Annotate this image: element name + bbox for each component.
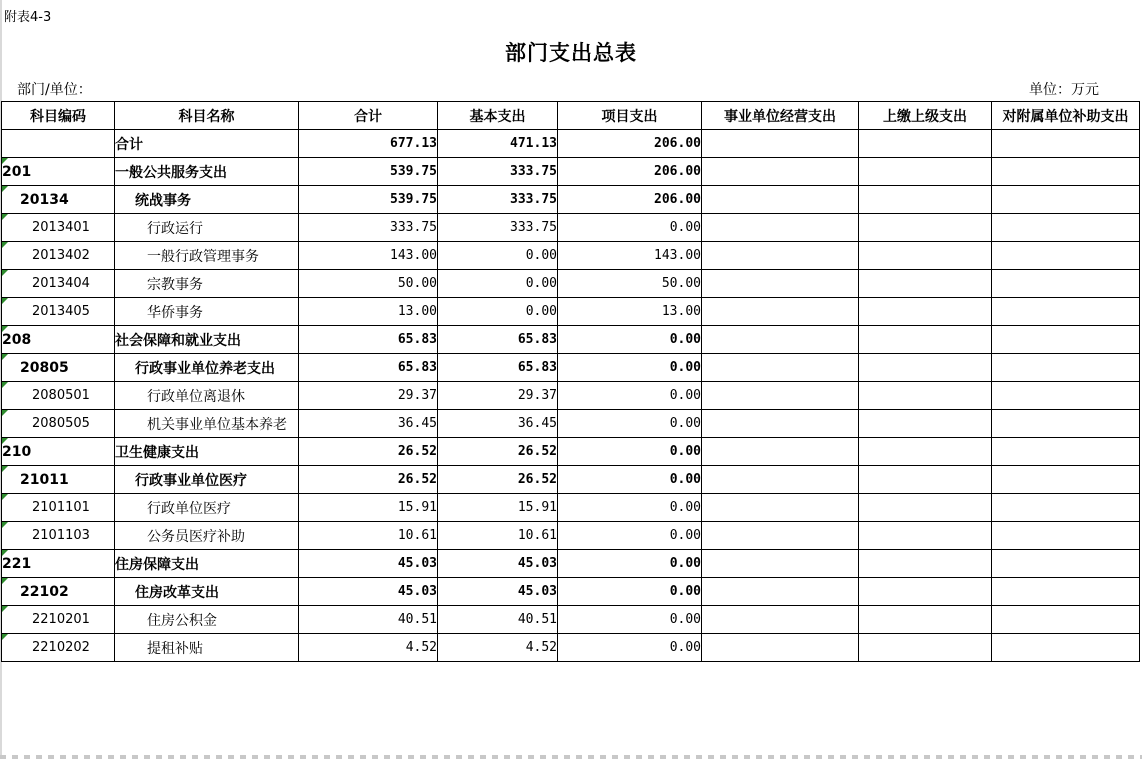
cell-total[interactable]: 65.83 (299, 326, 438, 354)
table-row (2, 634, 1140, 662)
cell-subsidy[interactable] (992, 242, 1140, 270)
header-upper[interactable]: 上缴上级支出 (859, 102, 992, 130)
table-row (2, 214, 1140, 242)
cell-business[interactable] (702, 214, 859, 242)
cell-name[interactable]: 住房公积金 (115, 606, 299, 634)
cell-total[interactable]: 539.75 (299, 186, 438, 214)
cell-project[interactable]: 0.00 (558, 606, 702, 634)
cell-upper[interactable] (859, 466, 992, 494)
cell-code[interactable] (2, 606, 115, 634)
cell-comment-marker-icon (2, 186, 8, 192)
cell-upper[interactable] (859, 186, 992, 214)
cell-basic[interactable]: 333.75 (438, 158, 558, 186)
cell-total[interactable]: 539.75 (299, 158, 438, 186)
cell-code-text: 2210202 (32, 640, 90, 655)
cell-project[interactable]: 0.00 (558, 466, 702, 494)
table-row (2, 606, 1140, 634)
cell-comment-marker-icon (2, 158, 8, 164)
cell-code-text: 2101103 (32, 528, 90, 543)
cell-basic[interactable]: 0.00 (438, 298, 558, 326)
cell-basic[interactable]: 0.00 (438, 242, 558, 270)
cell-upper[interactable] (859, 298, 992, 326)
cell-code-text: 21011 (20, 471, 69, 488)
cell-comment-marker-icon (2, 382, 8, 388)
cell-comment-marker-icon (2, 550, 8, 556)
cell-business[interactable] (702, 186, 859, 214)
cell-code[interactable] (2, 382, 115, 410)
cell-code-text: 2101101 (32, 500, 90, 515)
header-name[interactable]: 科目名称 (115, 102, 299, 130)
table-row (2, 158, 1140, 186)
cell-name[interactable]: 行政单位医疗 (115, 494, 299, 522)
cell-upper[interactable] (859, 578, 992, 606)
cell-business[interactable] (702, 158, 859, 186)
cell-name[interactable]: 社会保障和就业支出 (115, 326, 299, 354)
cell-total[interactable]: 143.00 (299, 242, 438, 270)
cell-name[interactable]: 机关事业单位基本养老 (115, 410, 299, 438)
cell-name[interactable]: 一般公共服务支出 (115, 158, 299, 186)
table-row (2, 550, 1140, 578)
cell-comment-marker-icon (2, 438, 8, 444)
cell-basic[interactable]: 26.52 (438, 466, 558, 494)
cell-basic[interactable]: 471.13 (438, 130, 558, 158)
cell-subsidy[interactable] (992, 270, 1140, 298)
cell-subsidy[interactable] (992, 466, 1140, 494)
cell-upper[interactable] (859, 606, 992, 634)
cell-project[interactable]: 0.00 (558, 494, 702, 522)
cell-basic[interactable]: 45.03 (438, 578, 558, 606)
cell-name[interactable]: 卫生健康支出 (115, 438, 299, 466)
cell-project[interactable]: 206.00 (558, 130, 702, 158)
cell-basic[interactable]: 40.51 (438, 606, 558, 634)
cell-upper[interactable] (859, 270, 992, 298)
cell-upper[interactable] (859, 550, 992, 578)
cell-basic[interactable]: 26.52 (438, 438, 558, 466)
cell-upper[interactable] (859, 214, 992, 242)
cell-subsidy[interactable] (992, 550, 1140, 578)
cell-upper[interactable] (859, 130, 992, 158)
header-subsidy[interactable]: 对附属单位补助支出 (992, 102, 1140, 130)
cell-name[interactable]: 行政运行 (115, 214, 299, 242)
cell-project[interactable]: 206.00 (558, 158, 702, 186)
cell-comment-marker-icon (2, 298, 8, 304)
cell-total[interactable]: 26.52 (299, 438, 438, 466)
cell-comment-marker-icon (2, 214, 8, 220)
cell-code[interactable] (2, 634, 115, 662)
cell-code[interactable] (2, 354, 115, 382)
sheet-tab-strip (0, 755, 1142, 759)
cell-business[interactable] (702, 410, 859, 438)
cell-name[interactable]: 统战事务 (115, 186, 299, 214)
cell-project[interactable]: 0.00 (558, 382, 702, 410)
cell-business[interactable] (702, 466, 859, 494)
cell-subsidy[interactable] (992, 578, 1140, 606)
cell-code-text: 2013404 (32, 276, 90, 291)
cell-upper[interactable] (859, 522, 992, 550)
cell-total[interactable]: 4.52 (299, 634, 438, 662)
cell-code[interactable] (2, 158, 115, 186)
cell-subsidy[interactable] (992, 186, 1140, 214)
cell-upper[interactable] (859, 382, 992, 410)
table-row (2, 186, 1140, 214)
cell-total[interactable]: 50.00 (299, 270, 438, 298)
cell-project[interactable]: 0.00 (558, 634, 702, 662)
cell-code[interactable] (2, 466, 115, 494)
cell-code[interactable] (2, 522, 115, 550)
cell-code[interactable] (2, 438, 115, 466)
cell-code-text: 2210201 (32, 612, 90, 627)
cell-business[interactable] (702, 522, 859, 550)
attachment-label: 附表4-3 (4, 10, 52, 25)
cell-project[interactable]: 0.00 (558, 578, 702, 606)
cell-name[interactable]: 住房改革支出 (115, 578, 299, 606)
cell-business[interactable] (702, 242, 859, 270)
cell-business[interactable] (702, 438, 859, 466)
cell-comment-marker-icon (2, 606, 8, 612)
cell-upper[interactable] (859, 354, 992, 382)
cell-basic[interactable]: 10.61 (438, 522, 558, 550)
cell-name[interactable]: 一般行政管理事务 (115, 242, 299, 270)
table-row (2, 438, 1140, 466)
header-code[interactable]: 科目编码 (2, 102, 115, 130)
cell-total[interactable]: 677.13 (299, 130, 438, 158)
cell-code[interactable] (2, 578, 115, 606)
cell-name[interactable]: 宗教事务 (115, 270, 299, 298)
cell-basic[interactable]: 15.91 (438, 494, 558, 522)
cell-total[interactable]: 13.00 (299, 298, 438, 326)
cell-code[interactable] (2, 410, 115, 438)
cell-project[interactable]: 13.00 (558, 298, 702, 326)
cell-basic[interactable]: 36.45 (438, 410, 558, 438)
cell-comment-marker-icon (2, 410, 8, 416)
cell-upper[interactable] (859, 494, 992, 522)
cell-business[interactable] (702, 606, 859, 634)
cell-basic[interactable]: 4.52 (438, 634, 558, 662)
cell-subsidy[interactable] (992, 410, 1140, 438)
cell-subsidy[interactable] (992, 634, 1140, 662)
header-row (2, 102, 1140, 130)
cell-upper[interactable] (859, 410, 992, 438)
page-title: 部门支出总表 (505, 41, 637, 65)
cell-basic[interactable]: 29.37 (438, 382, 558, 410)
cell-comment-marker-icon (2, 578, 8, 584)
cell-upper[interactable] (859, 634, 992, 662)
cell-basic[interactable]: 65.83 (438, 326, 558, 354)
cell-code[interactable] (2, 214, 115, 242)
cell-total[interactable]: 45.03 (299, 550, 438, 578)
cell-subsidy[interactable] (992, 438, 1140, 466)
header-business[interactable]: 事业单位经营支出 (702, 102, 859, 130)
cell-name[interactable]: 行政单位离退休 (115, 382, 299, 410)
table-row (2, 298, 1140, 326)
cell-subsidy[interactable] (992, 158, 1140, 186)
cell-code-text: 201 (2, 163, 32, 180)
cell-comment-marker-icon (2, 466, 8, 472)
cell-upper[interactable] (859, 438, 992, 466)
header-total[interactable]: 合计 (299, 102, 438, 130)
table-row (2, 578, 1140, 606)
cell-total[interactable]: 36.45 (299, 410, 438, 438)
cell-code[interactable] (2, 242, 115, 270)
cell-subsidy[interactable] (992, 382, 1140, 410)
cell-comment-marker-icon (2, 634, 8, 640)
cell-code-text: 20134 (20, 191, 69, 208)
table-row (2, 242, 1140, 270)
header-basic[interactable]: 基本支出 (438, 102, 558, 130)
cell-comment-marker-icon (2, 494, 8, 500)
cell-basic[interactable]: 333.75 (438, 186, 558, 214)
cell-code[interactable] (2, 270, 115, 298)
cell-name[interactable]: 行政事业单位医疗 (115, 466, 299, 494)
cell-comment-marker-icon (2, 326, 8, 332)
cell-subsidy[interactable] (992, 130, 1140, 158)
cell-upper[interactable] (859, 158, 992, 186)
department-label: 部门/单位： (17, 82, 92, 98)
cell-subsidy[interactable] (992, 522, 1140, 550)
table-row (2, 466, 1140, 494)
cell-business[interactable] (702, 298, 859, 326)
cell-name[interactable]: 提租补贴 (115, 634, 299, 662)
cell-project[interactable]: 0.00 (558, 438, 702, 466)
cell-code-text: 2080505 (32, 416, 90, 431)
cell-upper[interactable] (859, 242, 992, 270)
table-row (2, 522, 1140, 550)
cell-name[interactable]: 行政事业单位养老支出 (115, 354, 299, 382)
cell-total[interactable]: 15.91 (299, 494, 438, 522)
cell-code-text: 221 (2, 555, 32, 572)
cell-total[interactable]: 65.83 (299, 354, 438, 382)
cell-name[interactable]: 公务员医疗补助 (115, 522, 299, 550)
table-row (2, 382, 1140, 410)
cell-code-text: 22102 (20, 583, 69, 600)
cell-total[interactable]: 10.61 (299, 522, 438, 550)
cell-name[interactable]: 合计 (115, 130, 299, 158)
cell-basic[interactable]: 333.75 (438, 214, 558, 242)
cell-business[interactable] (702, 270, 859, 298)
table-row (2, 410, 1140, 438)
table-row (2, 270, 1140, 298)
cell-comment-marker-icon (2, 522, 8, 528)
cell-code-text: 208 (2, 331, 32, 348)
cell-code[interactable] (2, 186, 115, 214)
cell-comment-marker-icon (2, 270, 8, 276)
cell-business[interactable] (702, 326, 859, 354)
cell-code-text: 2013401 (32, 220, 90, 235)
cell-total[interactable]: 45.03 (299, 578, 438, 606)
cell-project[interactable]: 0.00 (558, 550, 702, 578)
cell-comment-marker-icon (2, 242, 8, 248)
cell-code[interactable] (2, 298, 115, 326)
cell-total[interactable]: 26.52 (299, 466, 438, 494)
unit-label: 单位：万元 (1029, 82, 1099, 98)
header-project[interactable]: 项目支出 (558, 102, 702, 130)
cell-business[interactable] (702, 494, 859, 522)
cell-business[interactable] (702, 354, 859, 382)
cell-subsidy[interactable] (992, 354, 1140, 382)
table-row (2, 494, 1140, 522)
cell-project[interactable]: 0.00 (558, 410, 702, 438)
cell-code[interactable] (2, 550, 115, 578)
cell-business[interactable] (702, 578, 859, 606)
cell-code-text: 2013405 (32, 304, 90, 319)
cell-project[interactable]: 206.00 (558, 186, 702, 214)
cell-project[interactable]: 0.00 (558, 522, 702, 550)
cell-upper[interactable] (859, 326, 992, 354)
cell-project[interactable]: 0.00 (558, 214, 702, 242)
cell-total[interactable]: 333.75 (299, 214, 438, 242)
cell-subsidy[interactable] (992, 326, 1140, 354)
cell-name[interactable]: 住房保障支出 (115, 550, 299, 578)
cell-business[interactable] (702, 130, 859, 158)
cell-code[interactable] (2, 326, 115, 354)
cell-code[interactable] (2, 130, 115, 158)
cell-business[interactable] (702, 634, 859, 662)
table-row (2, 130, 1140, 158)
cell-subsidy[interactable] (992, 214, 1140, 242)
cell-subsidy[interactable] (992, 494, 1140, 522)
cell-subsidy[interactable] (992, 606, 1140, 634)
cell-business[interactable] (702, 550, 859, 578)
cell-code-text: 210 (2, 443, 32, 460)
cell-basic[interactable]: 0.00 (438, 270, 558, 298)
cell-basic[interactable]: 65.83 (438, 354, 558, 382)
cell-project[interactable]: 0.00 (558, 326, 702, 354)
cell-total[interactable]: 29.37 (299, 382, 438, 410)
cell-code[interactable] (2, 494, 115, 522)
cell-subsidy[interactable] (992, 298, 1140, 326)
table-row (2, 326, 1140, 354)
table-row (2, 354, 1140, 382)
cell-project[interactable]: 0.00 (558, 354, 702, 382)
cell-project[interactable]: 50.00 (558, 270, 702, 298)
cell-code-text: 2080501 (32, 388, 90, 403)
cell-code-text: 2013402 (32, 248, 90, 263)
cell-project[interactable]: 143.00 (558, 242, 702, 270)
cell-comment-marker-icon (2, 354, 8, 360)
cell-name[interactable]: 华侨事务 (115, 298, 299, 326)
cell-code-text: 20805 (20, 359, 69, 376)
cell-basic[interactable]: 45.03 (438, 550, 558, 578)
cell-business[interactable] (702, 382, 859, 410)
cell-total[interactable]: 40.51 (299, 606, 438, 634)
expenditure-table (1, 101, 1140, 662)
